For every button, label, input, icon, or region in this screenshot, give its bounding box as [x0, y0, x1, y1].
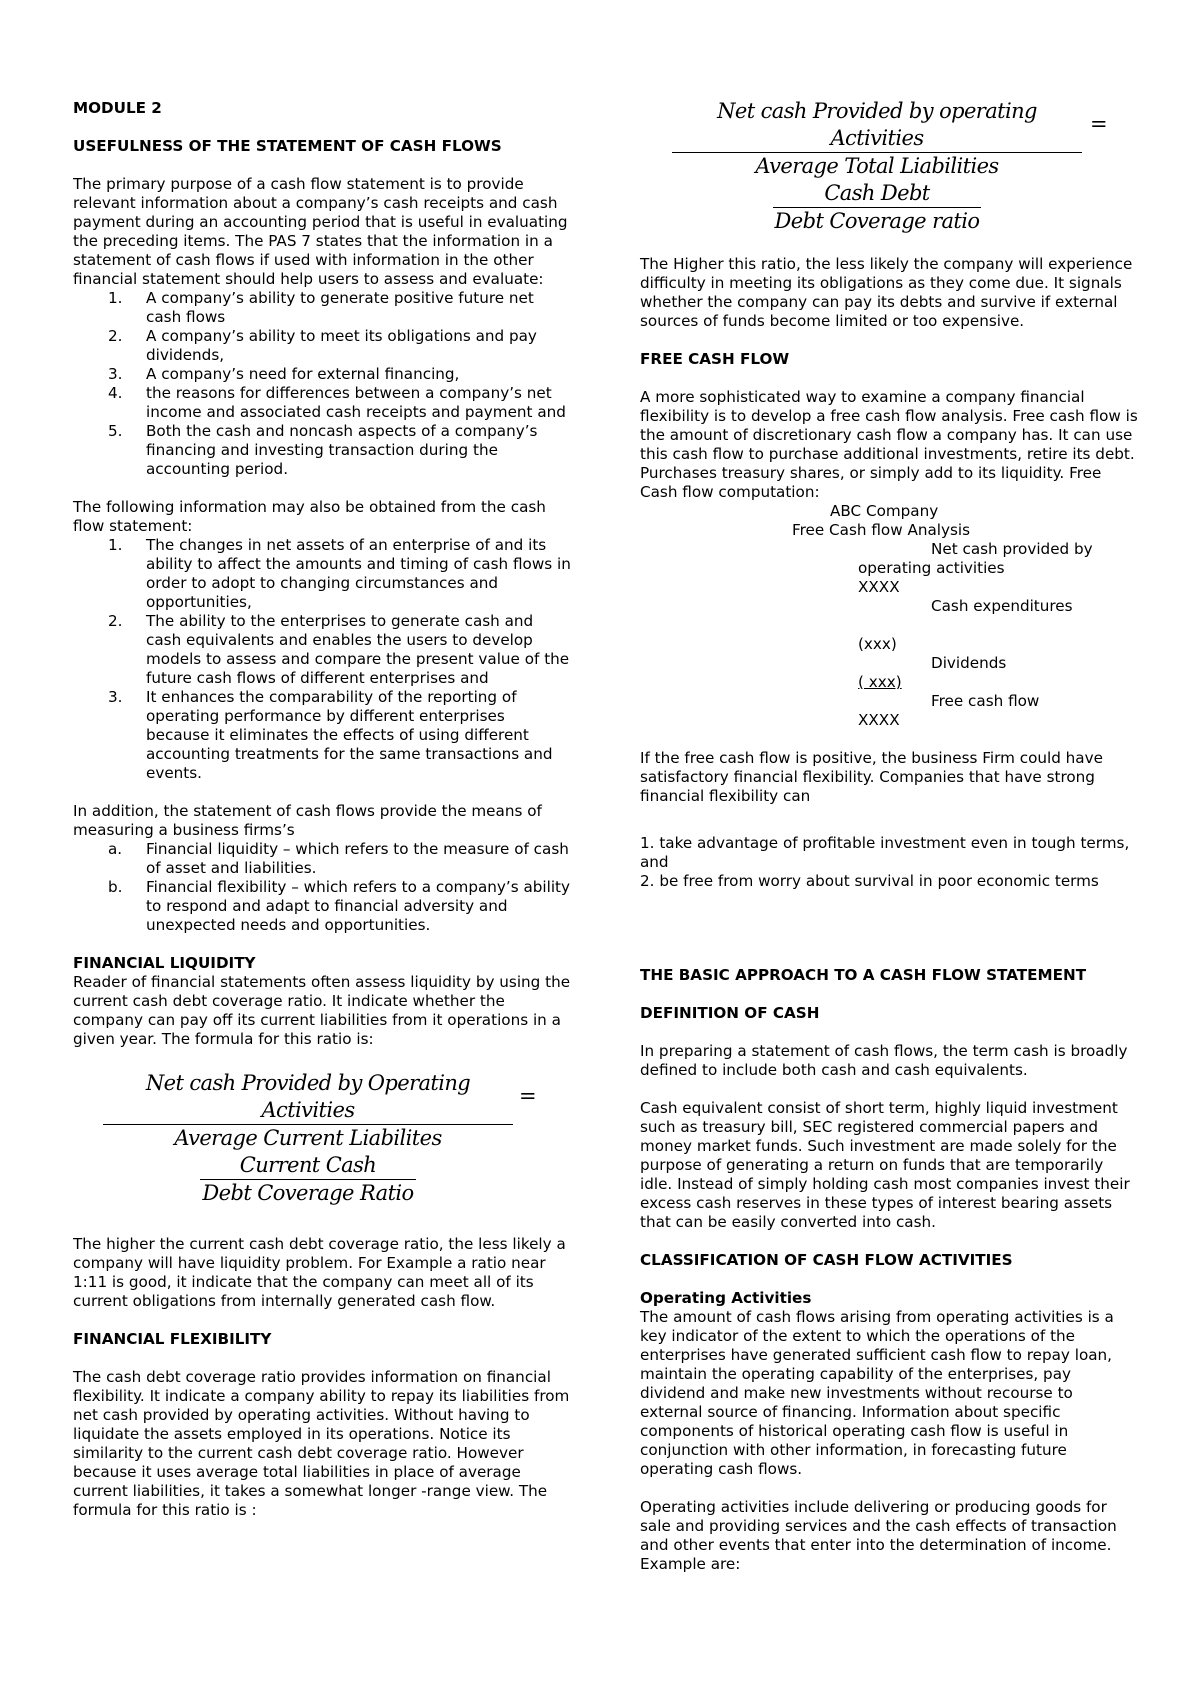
analysis-row2-label: Cash expenditures	[931, 597, 1073, 615]
subheading-operating: Operating Activities	[640, 1289, 812, 1307]
list-assess-evaluate	[73, 289, 573, 479]
paragraph-operating-amount: The amount of cash flows arising from operating activities is a key indicator of the extent to which the operations of the enterprises have generated sufficient cash flow to repay loan, maintain the operating capability of the enterprises, pay dividend and make new investments without recourse to external source of financing. Information about specific components of historical operating cash flow is useful in conjunction with other information, in forecasting future operating cash flows.	[640, 1308, 1114, 1478]
right-column	[640, 0, 1140, 1574]
list-liquidity-flexibility	[73, 840, 573, 935]
analysis-row4-value: XXXX	[858, 711, 900, 729]
analysis-row1-label: Net cash provided by	[931, 540, 1093, 558]
formula-fraction-1: $\frac{\text{Net cash Provided by Operating Activities}}{\text{Average Current Liabilites}}$	[103, 1070, 513, 1152]
analysis-title: Free Cash flow Analysis	[792, 521, 971, 539]
list-item: 3. It enhances the comparability of the reporting of operating performance by different enterprises because it eliminates the effects of using different accounting treatments for the same transactions and events.	[108, 688, 553, 782]
heading-financial-liquidity: FINANCIAL LIQUIDITY	[73, 954, 256, 972]
paragraph-positive-fcf: If the free cash flow is positive, the business Firm could have satisfactory financial flexibility. Companies that have strong financial flexibility can	[640, 749, 1103, 805]
analysis-row1-value: XXXX	[858, 578, 900, 596]
list-item: 1. A company’s ability to generate positive future net cash flows	[108, 289, 534, 326]
analysis-row2-value: (xxx)	[858, 635, 897, 653]
formula-current-cash-debt: $\frac{\text{Net cash Provided by Operating Activities}}{\text{Average Current Liabilites}}$ = $\frac{\text{Current Cash}}{\text{Debt Coverage Ratio}}$	[103, 1070, 533, 1207]
list-following-info	[73, 536, 573, 783]
list-item: 4. the reasons for differences between a company’s net income and associated cash receipts and payment and	[108, 384, 566, 421]
formula-fraction-2: $\frac{\text{Current Cash}}{\text{Debt Coverage Ratio}}$	[202, 1153, 414, 1205]
paragraph-cash-equivalent: Cash equivalent consist of short term, highly liquid investment such as treasury bill, SEC registered commercial papers and money market funds. Such investment are made solely for the purpose of generating a return on funds that are temporarily idle. Instead of simply holding cash most companies invest their excess cash reserves in these types of interest bearing assets that can be easily converted into cash.	[640, 1099, 1130, 1231]
paragraph-in-addition: In addition, the statement of cash flows provide the means of measuring a business firms’s	[73, 802, 542, 839]
heading-free-cash-flow: FREE CASH FLOW	[640, 350, 790, 368]
paragraph-liquidity: Reader of financial statements often assess liquidity by using the current cash debt coverage ratio. It indicate whether the company can pay off its current liabilities from it operations in a given year. The formula for this ratio is:	[73, 973, 571, 1048]
analysis-row1-label2: operating activities	[858, 559, 1005, 577]
heading-definition-of-cash: DEFINITION OF CASH	[640, 1004, 820, 1022]
list-item: 2. A company’s ability to meet its obligations and pay dividends,	[108, 327, 537, 364]
list-item: 5. Both the cash and noncash aspects of a company’s financing and investing transaction during the accounting period.	[108, 422, 538, 478]
analysis-row3-label: Dividends	[931, 654, 1007, 672]
list-item: b. Financial flexibility – which refers to a company’s ability to respond and adapt to financial adversity and unexpected needs and opportunities.	[108, 878, 570, 934]
heading-usefulness: USEFULNESS OF THE STATEMENT OF CASH FLOWS	[73, 137, 502, 155]
paragraph-free-cash-flow: A more sophisticated way to examine a company financial flexibility is to develop a free cash flow analysis. Free cash flow is the amount of discretionary cash flow a company has. It can use this cash flow to purchase additional investments, retire its debt. Purchases treasury shares, or simply add to its liquidity. Free Cash flow computation:	[640, 388, 1138, 501]
paragraph-higher-ratio: The higher the current cash debt coverage ratio, the less likely a company will have liquidity problem. For Example a ratio near 1:11 is good, it indicate that the company can meet all of its current obligations from internally generated cash flow.	[73, 1235, 566, 1310]
formula-fraction-2: $\frac{\text{Cash Debt}}{\text{Debt Coverage ratio}}$	[774, 181, 980, 233]
left-column	[73, 0, 573, 1520]
paragraph-definition: In preparing a statement of cash flows, the term cash is broadly defined to include both cash and cash equivalents.	[640, 1042, 1128, 1079]
heading-basic-approach: THE BASIC APPROACH TO A CASH FLOW STATEMENT	[640, 966, 1087, 984]
list-item: a. Financial liquidity – which refers to the measure of cash of asset and liabilities.	[108, 840, 569, 877]
free-cash-flow-analysis	[640, 502, 1140, 729]
formula-fraction-1: $\frac{\text{Net cash Provided by operating Activities}}{\text{Average Total Liabilities}}$	[672, 98, 1082, 180]
item-take-advantage: 1. take advantage of profitable investment even in tough terms, and	[640, 834, 1130, 871]
list-item: 3. A company’s need for external financing,	[108, 365, 460, 383]
paragraph-flexibility: The cash debt coverage ratio provides information on financial flexibility. It indicate a company ability to repay its liabilities from net cash provided by operating activities. Without having to liquidate the assets employed in its operations. Notice its similarity to the current cash debt coverage ratio. However because it uses average total liabilities in place of average current liabilities, it takes a somewhat longer -range view. The formula for this ratio is :	[73, 1368, 570, 1519]
paragraph-following-info: The following information may also be obtained from the cash flow statement:	[73, 498, 546, 535]
item-be-free: 2. be free from worry about survival in poor economic terms	[640, 872, 1099, 890]
analysis-row3-value: ( xxx)	[858, 673, 902, 691]
analysis-company: ABC Company	[830, 502, 939, 520]
paragraph-higher-this-ratio: The Higher this ratio, the less likely the company will experience difficulty in meeting its obligations as they come due. It signals whether the company can pay its debts and survive if external sources of funds become limited or too expensive.	[640, 255, 1133, 330]
paragraph-operating-include: Operating activities include delivering or producing goods for sale and providing services and the cash effects of transaction and other events that enter into the determination of income. Example are:	[640, 1498, 1117, 1573]
paragraph-primary-purpose: The primary purpose of a cash flow statement is to provide relevant information about a company’s cash receipts and cash payment during an accounting period that is useful in evaluating the preceding items. The PAS 7 states that the information in a statement of cash flows if used with information in the other financial statement should help users to assess and evaluate:	[73, 175, 568, 288]
formula-cash-debt-coverage: $\frac{\text{Net cash Provided by operating Activities}}{\text{Average Total Liabilities}}$ = $\frac{\text{Cash Debt}}{\text{Debt Coverage ratio}}$	[672, 98, 1112, 235]
heading-financial-flexibility: FINANCIAL FLEXIBILITY	[73, 1330, 272, 1348]
list-item: 1. The changes in net assets of an enterprise of and its ability to affect the amounts and timing of cash flows in order to adopt to changing circumstances and opportunities,	[108, 536, 571, 611]
analysis-row4-label: Free cash flow	[931, 692, 1040, 710]
heading-classification: CLASSIFICATION OF CASH FLOW ACTIVITIES	[640, 1251, 1013, 1269]
list-item: 2. The ability to the enterprises to generate cash and cash equivalents and enables the users to develop models to assess and compare the present value of the future cash flows of different enterprises and	[108, 612, 570, 687]
module-title: MODULE 2	[73, 99, 162, 117]
